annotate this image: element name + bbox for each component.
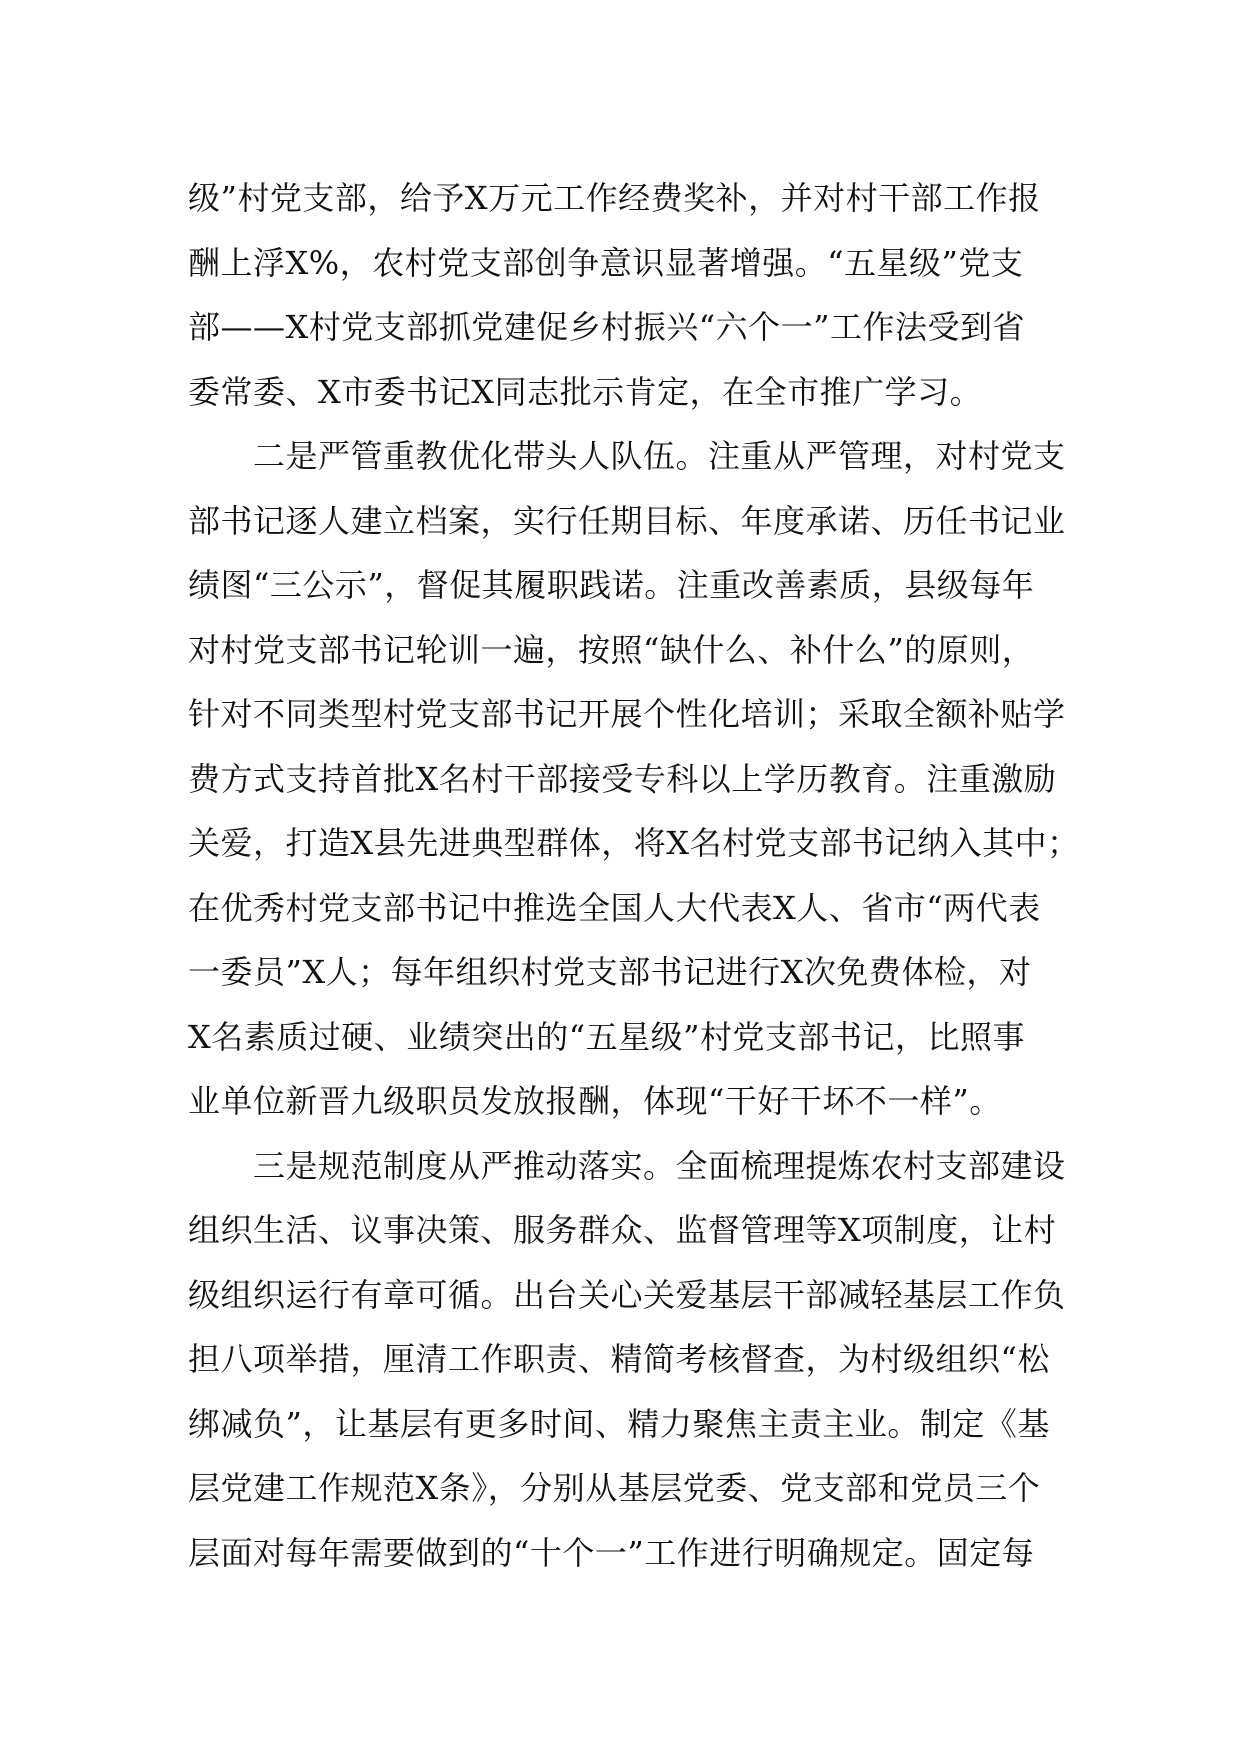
text-line: 部——X村党支部抓党建促乡村振兴“六个一”工作法受到省 bbox=[188, 308, 1026, 346]
text-line: 委常委、X市委书记X同志批示肯定，在全市推广学习。 bbox=[188, 372, 983, 411]
text-line: 部书记逐人建立档案，实行任期目标、年度承诺、历任书记业 bbox=[188, 501, 1066, 540]
text-line: 酬上浮X%，农村党支部创争意识显著增强。“五星级”党支 bbox=[188, 243, 1024, 282]
text-line: 关爱，打造X县先进典型群体，将X名村党支部书记纳入其中； bbox=[188, 824, 1080, 862]
text-line: 级”村党支部，给予X万元工作经费奖补，并对村干部工作报 bbox=[188, 179, 1041, 217]
text-line: X名素质过硬、业绩突出的“五星级”村党支部书记，比照事 bbox=[188, 1017, 1026, 1056]
text-line: 绩图“三公示”，督促其履职践诺。注重改善素质，县级每年 bbox=[188, 566, 1035, 604]
text-line: 绑减负”，让基层有更多时间、精力聚焦主责主业。制定《基 bbox=[188, 1404, 1050, 1443]
text-line: 费方式支持首批X名村干部接受专科以上学历教育。注重激励 bbox=[188, 759, 1057, 798]
text-line: 级组织运行有章可循。出台关心关爱基层干部减轻基层工作负 bbox=[188, 1275, 1066, 1314]
body-text bbox=[188, 166, 1088, 1585]
text-line: 担八项举措，厘清工作职责、精简考核督查，为村级组织“松 bbox=[188, 1340, 1050, 1378]
text-line: 在优秀村党支部书记中推选全国人大代表X人、省市“两代表 bbox=[188, 888, 1041, 927]
text-line: 组织生活、议事决策、服务群众、监督管理等X项制度，让村 bbox=[188, 1211, 1057, 1249]
text-line: 业单位新晋九级职员发放报酬，体现“干好干坏不一样”。 bbox=[188, 1082, 1002, 1120]
text-line: 针对不同类型村党支部书记开展个性化培训；采取全额补贴学 bbox=[188, 695, 1066, 733]
paragraph-start-line: 二是严管重教优化带头人队伍。注重从严管理，对村党支 bbox=[188, 437, 1066, 475]
text-line: 一委员”X人；每年组织村党支部书记进行X次免费体检，对 bbox=[188, 953, 1032, 991]
text-line: 层党建工作规范X条》，分别从基层党委、党支部和党员三个 bbox=[188, 1469, 1041, 1507]
paragraph-start-line: 三是规范制度从严推动落实。全面梳理提炼农村支部建设 bbox=[188, 1146, 1066, 1185]
text-line: 层面对每年需要做到的“十个一”工作进行明确规定。固定每 bbox=[188, 1533, 1035, 1572]
text-line: 对村党支部书记轮训一遍，按照“缺什么、补什么”的原则， bbox=[188, 630, 1035, 669]
